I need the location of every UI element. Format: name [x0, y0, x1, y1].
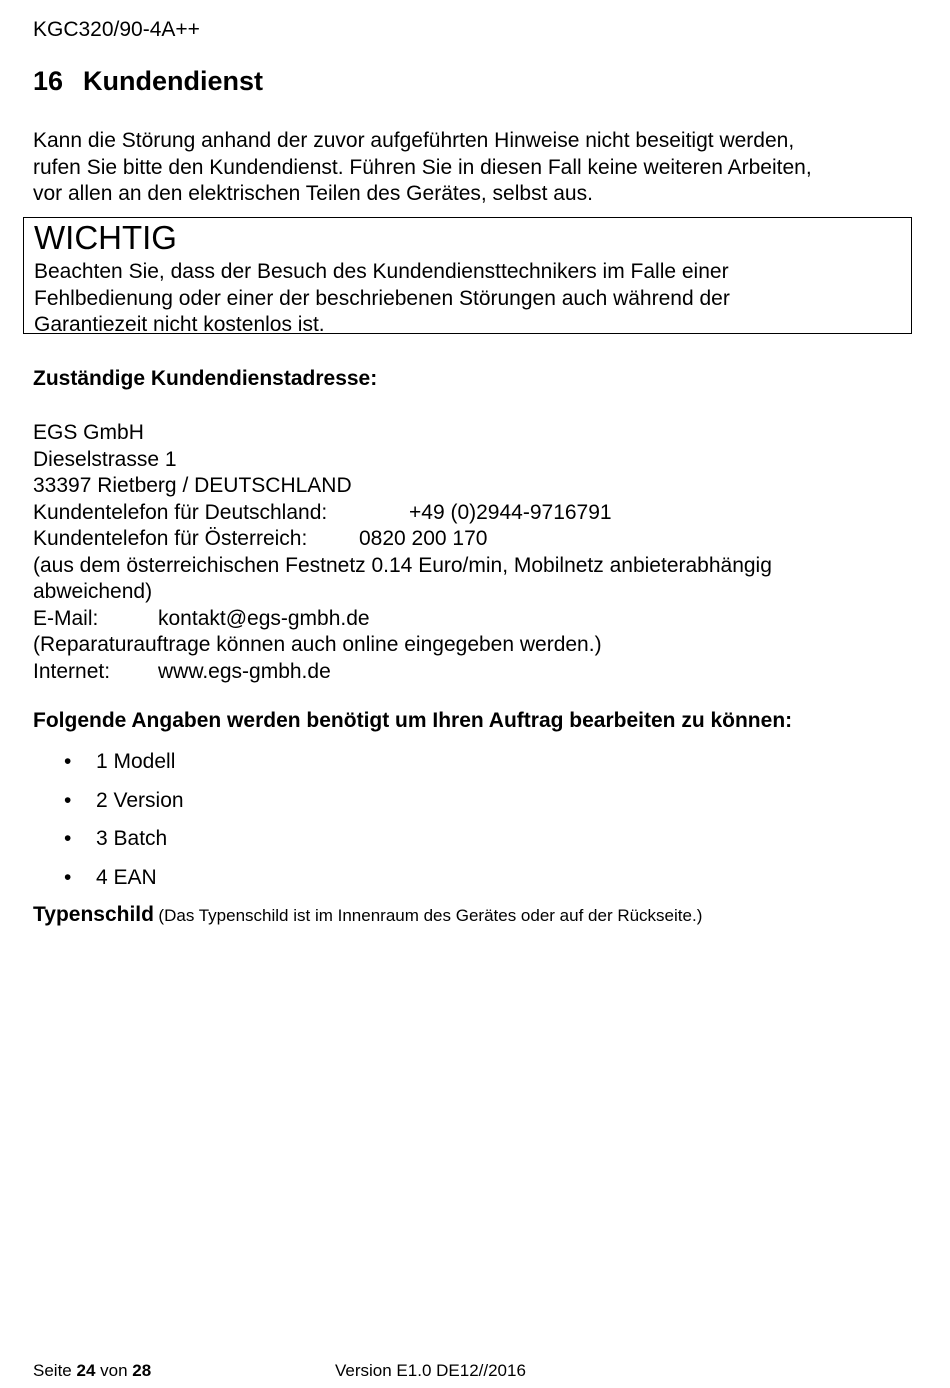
page-prefix: Seite	[33, 1361, 72, 1380]
company-name: EGS GmbH	[33, 421, 144, 444]
notice-line: Beachten Sie, dass der Besuch des Kundendiensttechnikers im Falle einer	[34, 260, 729, 283]
email-label: E-Mail:	[33, 606, 99, 630]
intro-line: vor allen an den elektrischen Teilen des Gerätes, selbst aus.	[33, 182, 593, 205]
intro-paragraph	[33, 128, 812, 208]
notice-line: Garantiezeit nicht kostenlos ist.	[34, 313, 325, 336]
phone-at-number[interactable]: 0820 200 170	[359, 527, 488, 550]
email-row	[33, 606, 772, 633]
city: 33397 Rietberg / DEUTSCHLAND	[33, 474, 352, 497]
requirements-title: Folgende Angaben werden benötigt um Ihren Auftrag bearbeiten zu können:	[33, 709, 793, 732]
important-notice-box	[23, 217, 912, 334]
phone-at-note: (aus dem österreichischen Festnetz 0.14 Euro/min, Mobilnetz anbieterabhängig	[33, 553, 772, 577]
phone-de-number[interactable]: +49 (0)2944-9716791	[409, 500, 612, 524]
page-total: 28	[132, 1361, 152, 1380]
website-link[interactable]: www.egs-gmbh.de	[158, 659, 331, 683]
notice-title: WICHTIG	[34, 219, 177, 256]
phone-at-row	[33, 526, 772, 553]
phone-at-note: abweichend)	[33, 580, 153, 603]
internet-row	[33, 659, 772, 686]
phone-de-row	[33, 500, 772, 527]
phone-de-label: Kundentelefon für Deutschland:	[33, 500, 328, 524]
intro-line: rufen Sie bitte den Kundendienst. Führen Sie in diesen Fall keine weiteren Arbeiten,	[33, 155, 812, 179]
section-title: Kundendienst	[83, 66, 263, 96]
section-heading	[33, 66, 263, 97]
list-item-text: 2 Version	[96, 788, 184, 812]
bullet-icon: •	[64, 827, 72, 850]
bullet-icon: •	[64, 788, 72, 812]
online-note: (Reparaturauftrage können auch online eingegeben werden.)	[33, 633, 602, 656]
page-separator: von	[100, 1361, 128, 1380]
address-title: Zuständige Kundendienstadresse:	[33, 367, 378, 390]
service-address	[33, 420, 772, 685]
list-item-text: 3 Batch	[96, 827, 168, 850]
bullet-icon: •	[64, 750, 72, 773]
email-link[interactable]: kontakt@egs-gmbh.de	[158, 606, 370, 630]
notice-line: Fehlbedienung oder einer der beschriebenen Störungen auch während der	[34, 286, 730, 310]
street: Dieselstrasse 1	[33, 447, 177, 471]
notice-text	[34, 259, 730, 339]
internet-label: Internet:	[33, 659, 111, 683]
list-item-text: 4 EAN	[96, 865, 157, 889]
page-current: 24	[76, 1361, 96, 1380]
document-version: Version E1.0 DE12//2016	[335, 1361, 526, 1380]
bullet-icon: •	[64, 865, 72, 889]
list-item-text: 1 Modell	[96, 750, 176, 773]
typeplate-note: (Das Typenschild ist im Innenraum des Gerätes oder auf der Rückseite.)	[158, 906, 703, 925]
typeplate-line	[33, 903, 702, 927]
typeplate-label: Typenschild	[33, 903, 154, 926]
model-number: KGC320/90-4A++	[33, 18, 200, 41]
intro-line: Kann die Störung anhand der zuvor aufgeführten Hinweise nicht beseitigt werden,	[33, 129, 795, 152]
phone-at-label: Kundentelefon für Österreich:	[33, 527, 308, 550]
page-number	[33, 1361, 151, 1381]
section-number: 16	[33, 66, 64, 96]
